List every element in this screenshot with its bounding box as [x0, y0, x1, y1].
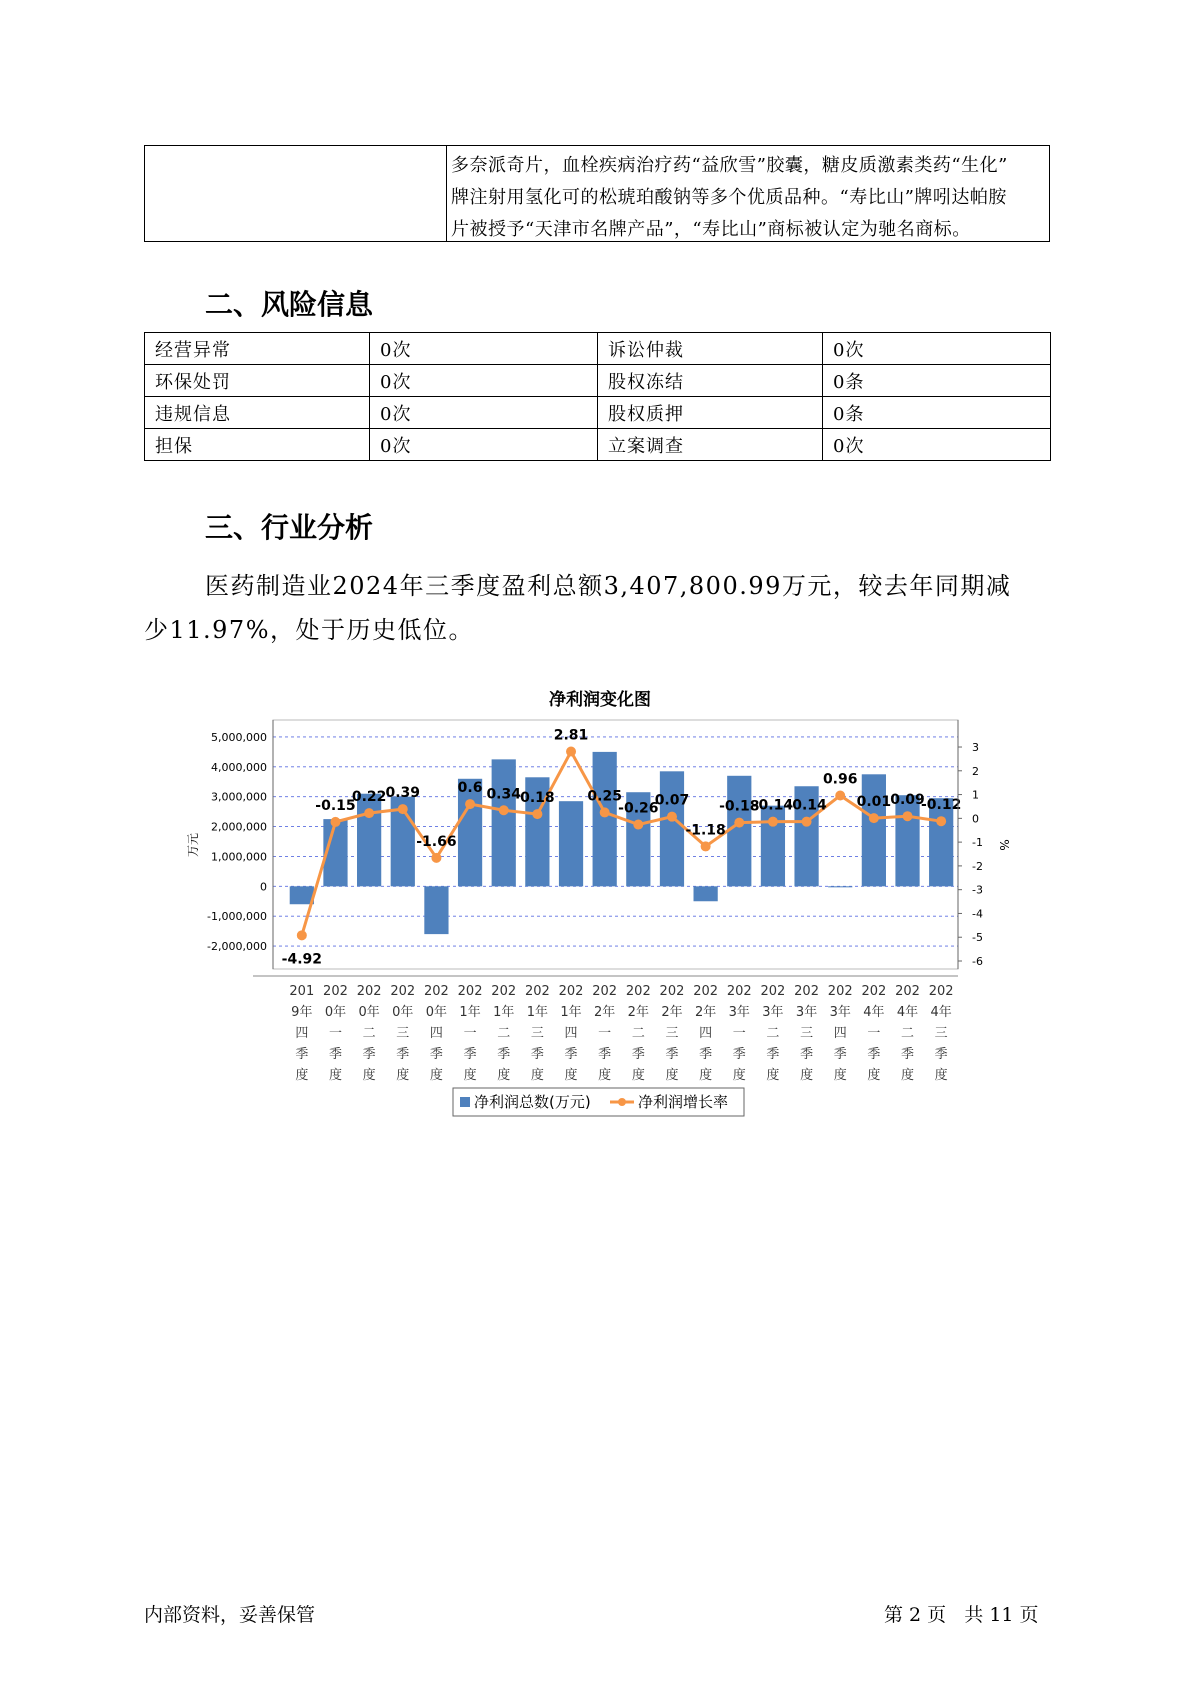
risk-value: 0条	[823, 397, 1051, 429]
bar	[424, 886, 448, 934]
growth-point	[431, 853, 441, 863]
growth-point	[398, 804, 408, 814]
growth-point	[667, 812, 677, 822]
growth-point	[633, 820, 643, 830]
risk-value: 0次	[370, 397, 598, 429]
x-tick-label: 202	[390, 984, 416, 999]
chart-x-labels	[289, 984, 953, 1083]
x-tick-label: 度	[328, 1068, 342, 1083]
x-tick-label: 季	[631, 1047, 645, 1062]
growth-data-label: -0.14	[786, 797, 827, 814]
x-tick-label: 2年	[661, 1005, 683, 1020]
x-tick-label: 2年	[694, 1005, 717, 1020]
growth-point	[903, 811, 913, 821]
x-tick-label: 季	[530, 1047, 544, 1062]
x-tick-label: 度	[631, 1068, 645, 1083]
x-tick-label: 2年	[594, 1005, 616, 1020]
growth-point	[532, 809, 542, 819]
x-tick-label: 季	[328, 1047, 342, 1062]
growth-data-label: -0.15	[315, 797, 356, 814]
footer-page-number: 第 2 页 共 11 页	[884, 1604, 1039, 1626]
x-tick-label: 4年	[930, 1005, 952, 1020]
table-row	[145, 429, 1051, 461]
growth-data-label: 0.01	[856, 794, 892, 811]
x-tick-label: 四	[564, 1026, 578, 1041]
x-tick-label: 季	[800, 1047, 814, 1062]
industry-section-title: 三、行业分析	[205, 511, 374, 544]
y2-tick-label: -2	[972, 859, 983, 873]
footer-left: 内部资料，妥善保管	[144, 1604, 316, 1626]
x-tick-label: 二	[362, 1026, 376, 1041]
growth-data-label: 0.07	[654, 792, 690, 809]
x-tick-label: 二	[901, 1026, 915, 1041]
x-tick-label: 季	[463, 1047, 477, 1062]
table-row	[145, 397, 1051, 429]
y-tick-label: 1,000,000	[211, 850, 267, 864]
risk-label: 环保处罚	[145, 365, 370, 397]
y-tick-label: -1,000,000	[207, 910, 267, 924]
growth-point	[297, 930, 307, 940]
x-tick-label: 季	[901, 1047, 915, 1062]
x-tick-label: 202	[827, 984, 853, 999]
growth-data-label: -0.18	[719, 798, 760, 815]
bar	[895, 795, 919, 886]
x-tick-label: 202	[457, 984, 483, 999]
x-tick-label: 度	[901, 1068, 915, 1083]
growth-point	[768, 817, 778, 827]
x-tick-label: 三	[665, 1026, 679, 1041]
x-tick-label: 四	[429, 1026, 443, 1041]
table-row	[145, 333, 1051, 365]
x-tick-label: 3年	[829, 1005, 851, 1020]
x-tick-label: 9年	[291, 1005, 313, 1020]
industry-paragraph-line: 医药制造业2024年三季度盈利总额3,407,800.99万元，较去年同期减	[205, 572, 1012, 600]
bar	[660, 771, 684, 886]
x-tick-label: 季	[665, 1047, 679, 1062]
bar	[593, 752, 617, 886]
y-tick-label: 3,000,000	[211, 790, 267, 804]
growth-point	[465, 799, 475, 809]
x-tick-label: 2年	[627, 1005, 649, 1020]
x-tick-label: 1年	[526, 1005, 549, 1020]
growth-point	[734, 818, 744, 828]
description-line: 牌注射用氢化可的松琥珀酸钠等多个优质品种。“寿比山”牌吲达帕胺	[451, 187, 1007, 208]
x-tick-label: 202	[659, 984, 685, 999]
x-tick-label: 202	[356, 984, 382, 999]
x-tick-label: 0年	[392, 1005, 414, 1020]
growth-data-label: -1.18	[685, 822, 726, 839]
x-tick-label: 四	[699, 1026, 713, 1041]
x-tick-label: 三	[530, 1026, 544, 1041]
x-tick-label: 202	[726, 984, 752, 999]
x-tick-label: 0年	[425, 1005, 448, 1020]
y2-tick-label: -1	[972, 836, 983, 850]
growth-point	[936, 816, 946, 826]
x-tick-label: 0年	[358, 1005, 380, 1020]
x-tick-label: 201	[289, 984, 315, 999]
x-tick-label: 三	[800, 1026, 814, 1041]
risk-section-title: 二、风险信息	[205, 288, 374, 321]
y2-tick-label: -5	[972, 931, 983, 945]
x-tick-label: 度	[463, 1068, 477, 1083]
x-tick-label: 度	[362, 1068, 376, 1083]
y-tick-label: 5,000,000	[211, 730, 267, 744]
x-tick-label: 度	[598, 1068, 612, 1083]
y2-tick-label: 2	[972, 764, 979, 778]
x-tick-label: 二	[766, 1026, 780, 1041]
y2-tick-label: -3	[972, 883, 983, 897]
legend-line-marker	[618, 1098, 626, 1106]
y-tick-label: 2,000,000	[211, 820, 267, 834]
x-tick-label: 202	[928, 984, 954, 999]
growth-data-label: -1.66	[416, 833, 457, 850]
x-tick-label: 度	[530, 1068, 544, 1083]
x-tick-label: 度	[429, 1068, 443, 1083]
x-tick-label: 度	[934, 1068, 948, 1083]
growth-point	[330, 817, 340, 827]
y2-tick-label: -4	[972, 907, 983, 921]
x-tick-label: 202	[491, 984, 517, 999]
x-tick-label: 三	[396, 1026, 410, 1041]
x-tick-label: 二	[631, 1026, 645, 1041]
growth-point	[869, 813, 879, 823]
x-tick-label: 季	[598, 1047, 612, 1062]
risk-label: 担保	[145, 429, 370, 461]
bar	[727, 776, 751, 887]
x-tick-label: 季	[766, 1047, 780, 1062]
x-tick-label: 3年	[762, 1005, 784, 1020]
growth-data-label: 0.6	[457, 780, 483, 797]
x-tick-label: 度	[732, 1068, 746, 1083]
growth-point	[835, 791, 845, 801]
table-row	[145, 365, 1051, 397]
risk-value: 0次	[370, 365, 598, 397]
growth-data-label: 0.18	[520, 790, 555, 807]
bar	[357, 794, 381, 887]
x-tick-label: 季	[429, 1047, 443, 1062]
legend-bar-swatch	[460, 1097, 470, 1107]
bar	[694, 886, 718, 901]
risk-table	[144, 332, 1051, 461]
industry-paragraph-line: 少11.97%，处于历史低位。	[144, 616, 475, 644]
risk-value: 0次	[370, 333, 598, 365]
x-tick-label: 度	[867, 1068, 881, 1083]
x-tick-label: 季	[564, 1047, 578, 1062]
description-line: 多奈派奇片，血栓疾病治疗药“益欣雪”胶囊，糖皮质激素类药“生化”	[451, 155, 1008, 176]
x-tick-label: 季	[699, 1047, 713, 1062]
bar	[862, 774, 886, 886]
x-tick-label: 一	[732, 1026, 746, 1041]
growth-data-label: 0.39	[385, 785, 421, 802]
x-tick-label: 202	[794, 984, 819, 999]
growth-point	[802, 817, 812, 827]
x-tick-label: 度	[699, 1068, 713, 1083]
x-tick-label: 季	[867, 1047, 881, 1062]
bar	[492, 759, 516, 886]
x-tick-label: 3年	[728, 1005, 750, 1020]
growth-data-label: 0.96	[822, 771, 858, 788]
x-tick-label: 季	[295, 1047, 309, 1062]
growth-data-label: 0.25	[587, 788, 622, 805]
x-tick-label: 4年	[863, 1005, 885, 1020]
x-tick-label: 四	[833, 1026, 847, 1041]
growth-data-label: -0.12	[920, 797, 962, 814]
bar	[828, 886, 852, 887]
x-tick-label: 1年	[493, 1005, 515, 1020]
risk-value: 0次	[823, 429, 1051, 461]
x-tick-label: 1年	[459, 1005, 481, 1020]
x-tick-label: 季	[934, 1047, 948, 1062]
chart-title: 净利润变化图	[549, 690, 651, 710]
x-tick-label: 度	[766, 1068, 780, 1083]
x-tick-label: 一	[867, 1026, 881, 1041]
risk-label: 违规信息	[145, 397, 370, 429]
growth-data-label: -4.92	[281, 951, 323, 968]
x-tick-label: 度	[833, 1068, 847, 1083]
empty-cell	[145, 146, 447, 241]
continued-table	[144, 145, 1050, 242]
y2-tick-label: -6	[972, 955, 983, 968]
x-tick-label: 1年	[560, 1005, 582, 1020]
y2-tick-label: 1	[972, 788, 979, 802]
x-tick-label: 季	[732, 1047, 746, 1062]
risk-label: 股权冻结	[598, 365, 823, 397]
y-axis-label: 万元	[186, 832, 200, 858]
y-tick-label: 4,000,000	[211, 760, 267, 774]
x-tick-label: 度	[396, 1068, 410, 1083]
growth-point	[566, 747, 576, 757]
x-tick-label: 202	[592, 984, 618, 999]
growth-data-label: -0.26	[618, 800, 659, 817]
x-tick-label: 季	[497, 1047, 511, 1062]
x-tick-label: 三	[934, 1026, 948, 1041]
x-tick-label: 202	[524, 984, 550, 999]
growth-data-label: 2.81	[553, 727, 589, 744]
risk-label: 股权质押	[598, 397, 823, 429]
x-tick-label: 202	[323, 984, 348, 999]
x-tick-label: 度	[564, 1068, 578, 1083]
x-tick-label: 度	[665, 1068, 679, 1083]
growth-data-label: 0.09	[890, 792, 925, 809]
legend-bar-label: 净利润总数(万元)	[474, 1093, 591, 1111]
x-tick-label: 季	[396, 1047, 410, 1062]
x-tick-label: 0年	[324, 1005, 347, 1020]
risk-label: 诉讼仲裁	[598, 333, 823, 365]
x-tick-label: 四	[295, 1026, 309, 1041]
growth-data-label: 0.22	[351, 789, 387, 806]
y-tick-label: -2,000,000	[207, 940, 267, 954]
x-tick-label: 一	[328, 1026, 342, 1041]
x-tick-label: 202	[558, 984, 584, 999]
x-tick-label: 202	[625, 984, 651, 999]
x-tick-label: 3年	[795, 1005, 818, 1020]
y2-tick-label: 0	[972, 812, 979, 826]
description-cell	[451, 150, 1047, 246]
x-tick-label: 4年	[896, 1005, 919, 1020]
x-tick-label: 季	[833, 1047, 847, 1062]
net-profit-chart	[170, 675, 1050, 1135]
growth-point	[600, 807, 610, 817]
risk-value: 0次	[823, 333, 1051, 365]
x-tick-label: 202	[895, 984, 920, 999]
x-tick-label: 度	[497, 1068, 511, 1083]
x-tick-label: 202	[693, 984, 719, 999]
y-tick-label: 0	[260, 880, 267, 894]
x-tick-label: 202	[760, 984, 786, 999]
x-tick-label: 202	[424, 984, 449, 999]
risk-label: 立案调查	[598, 429, 823, 461]
risk-value: 0次	[370, 429, 598, 461]
x-tick-label: 一	[463, 1026, 477, 1041]
growth-data-label: -0.14	[752, 797, 794, 814]
growth-data-label: 0.34	[486, 786, 521, 803]
x-tick-label: 度	[800, 1068, 814, 1083]
x-tick-label: 度	[295, 1068, 309, 1083]
x-tick-label: 二	[497, 1026, 511, 1041]
x-tick-label: 202	[861, 984, 887, 999]
growth-point	[701, 841, 711, 851]
y2-tick-label: 3	[972, 741, 979, 755]
x-tick-label: 一	[598, 1026, 612, 1041]
description-line: 片被授予“天津市名牌产品”，“寿比山”商标被认定为驰名商标。	[451, 219, 971, 240]
bar	[559, 801, 583, 886]
chart-legend	[453, 1088, 744, 1116]
risk-value: 0条	[823, 365, 1051, 397]
growth-point	[499, 805, 509, 815]
y2-axis-label: %	[997, 839, 1011, 851]
legend-line-label: 净利润增长率	[638, 1093, 729, 1111]
growth-point	[364, 808, 374, 818]
x-tick-label: 季	[362, 1047, 376, 1062]
risk-label: 经营异常	[145, 333, 370, 365]
